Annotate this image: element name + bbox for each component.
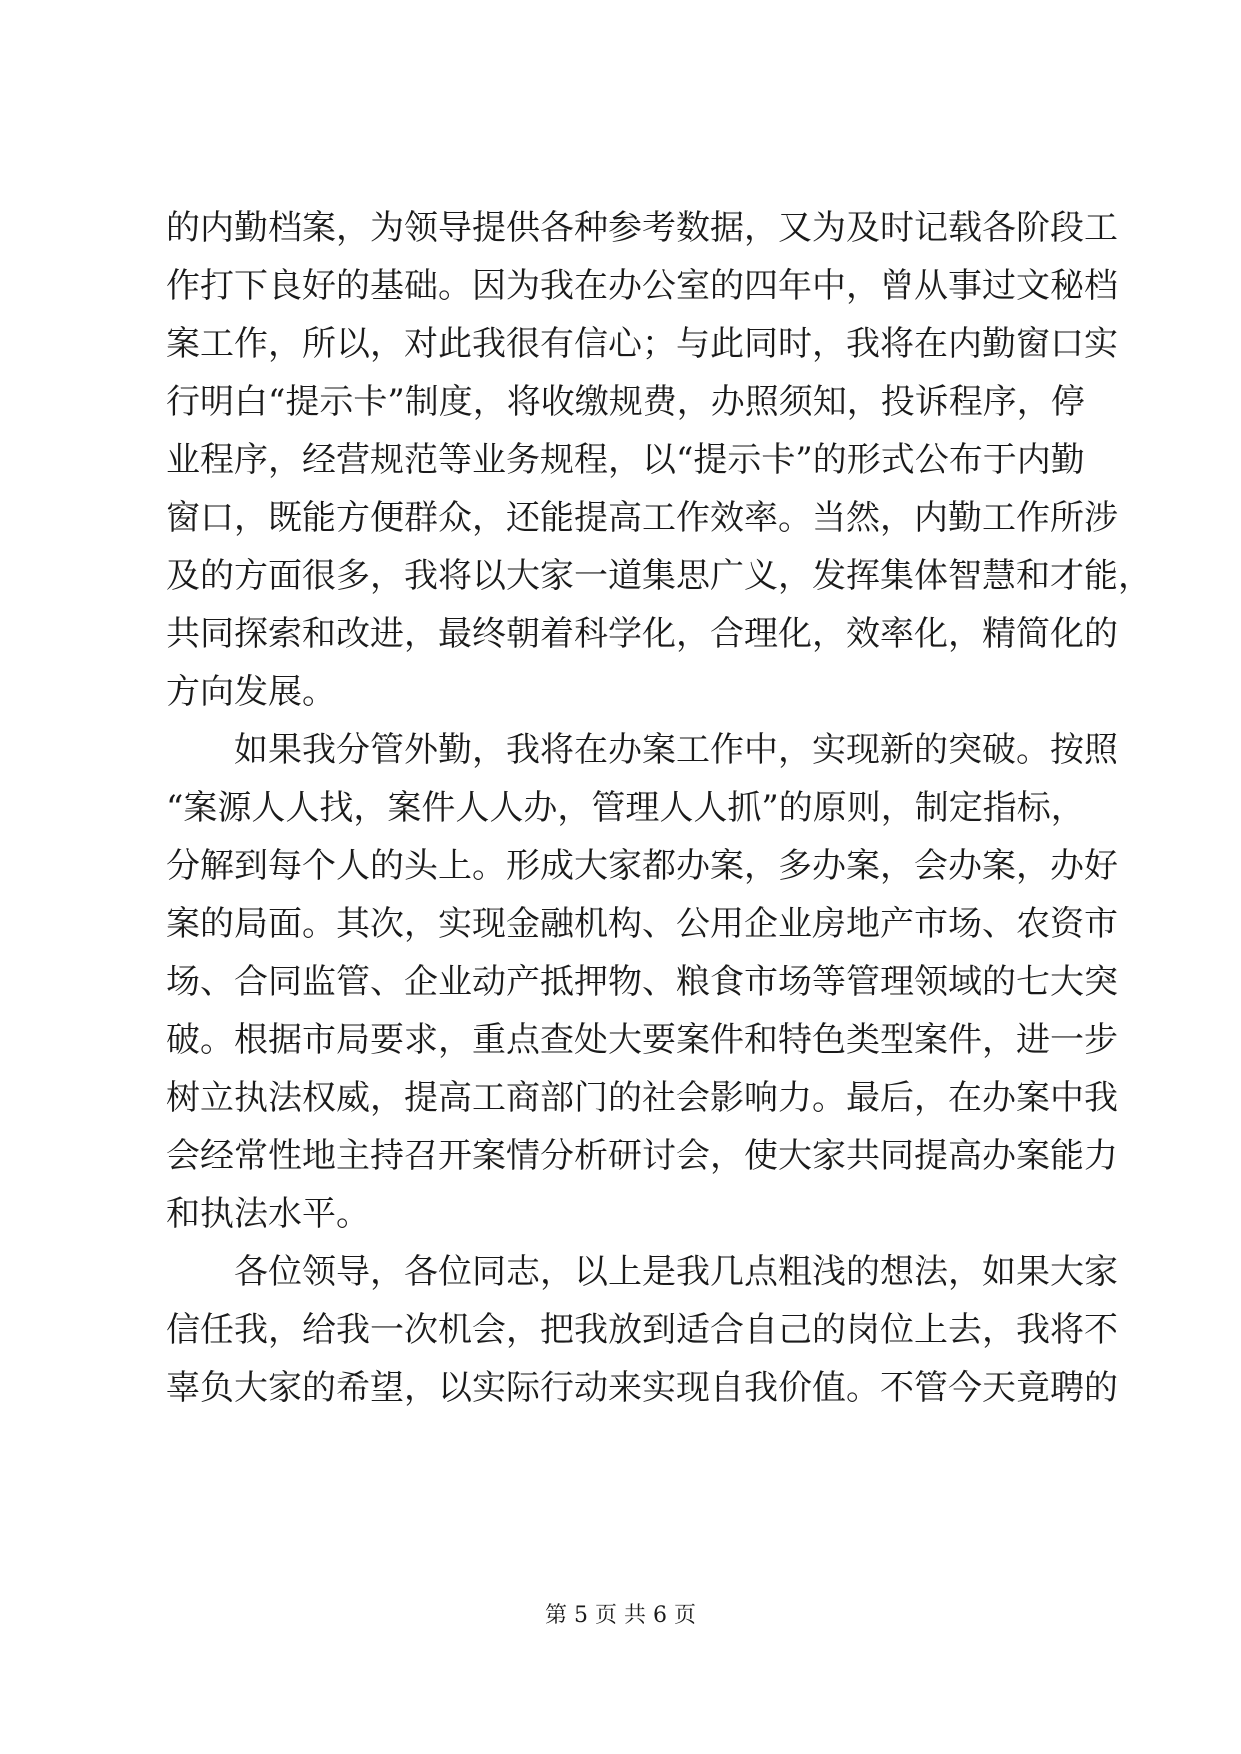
- text-line: 和执法水平。: [166, 1194, 370, 1234]
- text-line: 如果我分管外勤，我将在办案工作中，实现新的突破。按照: [234, 730, 1118, 770]
- text-line: 共同探索和改进，最终朝着科学化，合理化，效率化，精简化的: [166, 614, 1118, 654]
- text-line: 破。根据市局要求，重点查处大要案件和特色类型案件，进一步: [166, 1020, 1118, 1060]
- text-line: 辜负大家的希望，以实际行动来实现自我价值。不管今天竟聘的: [166, 1368, 1118, 1408]
- text-line: 及的方面很多，我将以大家一道集思广义，发挥集体智慧和才能，: [166, 556, 1152, 596]
- text-line: 会经常性地主持召开案情分析研讨会，使大家共同提高办案能力: [166, 1136, 1118, 1176]
- text-line: 信任我，给我一次机会，把我放到适合自己的岗位上去，我将不: [166, 1310, 1118, 1350]
- text-line: 分解到每个人的头上。形成大家都办案，多办案，会办案，办好: [166, 846, 1118, 886]
- text-line: 行明白“提示卡”制度，将收缴规费，办照须知，投诉程序，停: [166, 382, 1085, 422]
- text-line: 场、合同监管、企业动产抵押物、粮食市场等管理领域的七大突: [166, 962, 1118, 1002]
- text-line: 作打下良好的基础。因为我在办公室的四年中，曾从事过文秘档: [166, 266, 1118, 306]
- text-line: 案的局面。其次，实现金融机构、公用企业房地产市场、农资市: [166, 904, 1118, 944]
- text-line: 各位领导，各位同志，以上是我几点粗浅的想法，如果大家: [234, 1252, 1118, 1292]
- text-line: 案工作，所以，对此我很有信心；与此同时，我将在内勤窗口实: [166, 324, 1118, 364]
- text-line: 树立执法权威，提高工商部门的社会影响力。最后，在办案中我: [166, 1078, 1118, 1118]
- text-line: 窗口，既能方便群众，还能提高工作效率。当然，内勤工作所涉: [166, 498, 1118, 538]
- text-line: “案源人人找，案件人人办，管理人人抓”的原则，制定指标，: [166, 788, 1085, 828]
- page-number-footer: 第 5 页 共 6 页: [545, 1603, 696, 1628]
- text-line: 的内勤档案，为领导提供各种参考数据，又为及时记载各阶段工: [166, 208, 1118, 248]
- text-line: 业程序，经营规范等业务规程，以“提示卡”的形式公布于内勤: [166, 440, 1085, 480]
- text-line: 方向发展。: [166, 672, 336, 712]
